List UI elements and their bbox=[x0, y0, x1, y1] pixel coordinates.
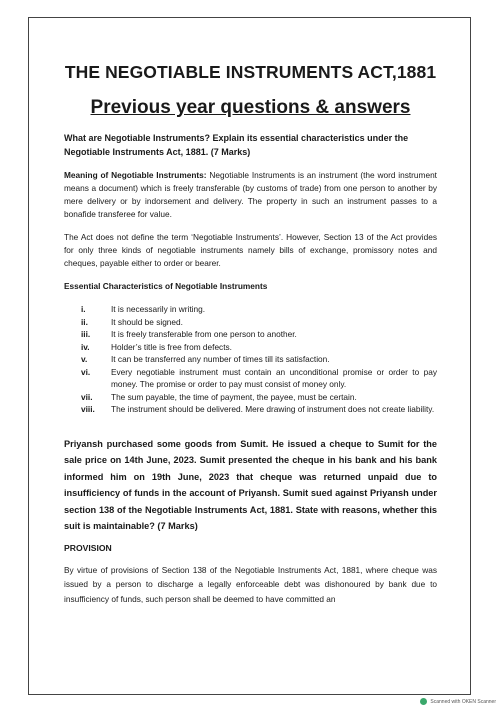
list-number: v. bbox=[81, 354, 88, 364]
document-title: THE NEGOTIABLE INSTRUMENTS ACT,1881 bbox=[64, 62, 437, 82]
list-item bbox=[64, 353, 437, 366]
scanner-watermark bbox=[420, 698, 496, 705]
list-item bbox=[64, 316, 437, 329]
meaning-label: Meaning of Negotiable Instruments: bbox=[64, 170, 207, 180]
list-number: vii. bbox=[81, 391, 93, 402]
list-text: It is necessarily in writing. bbox=[111, 304, 206, 314]
scanner-watermark-text: Scanned with OKEN Scanner bbox=[430, 698, 496, 705]
list-text: It is freely transferable from one person to another. bbox=[111, 329, 297, 339]
list-item bbox=[64, 366, 437, 391]
list-item bbox=[64, 303, 437, 316]
list-item bbox=[64, 328, 437, 341]
list-number: viii. bbox=[81, 404, 95, 414]
list-number: ii. bbox=[81, 316, 88, 327]
characteristics-list bbox=[64, 303, 437, 416]
list-text: The sum payable, the time of payment, the payee, must be certain. bbox=[111, 391, 357, 402]
list-number: i. bbox=[81, 304, 86, 314]
list-item bbox=[64, 403, 437, 416]
list-text: It should be signed. bbox=[111, 316, 183, 327]
document-subtitle: Previous year questions & answers bbox=[90, 97, 411, 118]
document-body bbox=[64, 62, 437, 606]
list-text: Every negotiable instrument must contain an unconditional promise or order to pay money. The promise or order to pay must consist of money only. bbox=[111, 366, 437, 389]
list-number: iii. bbox=[81, 329, 91, 339]
list-number: vi. bbox=[81, 366, 91, 377]
provision-paragraph: By virtue of provisions of Section 138 of the Negotiable Instruments Act, 1881, where cheque was issued by a person to discharge a legally enforceable debt was dishonoured by bank due to insufficiency of funds, such person shall be deemed to have committed an bbox=[64, 564, 437, 604]
list-item bbox=[64, 341, 437, 354]
definition-paragraph: The Act does not define the term ‘Negotiable Instruments’. However, Section 13 of the Act provides for only three kinds of negotiable instruments namely bills of exchange, promissory notes and cheques, payable either to order or bearer. bbox=[64, 232, 437, 268]
list-item bbox=[64, 391, 437, 404]
scanner-logo-icon bbox=[420, 698, 427, 705]
question-2: Priyansh purchased some goods from Sumit. He issued a cheque to Sumit for the sale price on 14th June, 2023. Sumit presented the cheque in his bank and his bank informed him on 19th June, 2023 that cheque was returned unpaid due to insufficiency of funds in the account of Priyansh. Sumit sued against Priyansh under section 138 of the Negotiable Instruments Act, 1881. State with reasons, whether this suit is maintainable? (7 Marks) bbox=[64, 438, 437, 531]
meaning-paragraph bbox=[64, 169, 437, 221]
list-text: It can be transferred any number of times till its satisfaction. bbox=[111, 354, 330, 364]
characteristics-heading: Essential Characteristics of Negotiable Instruments bbox=[64, 281, 268, 291]
question-1: What are Negotiable Instruments? Explain its essential characteristics under the Negotiable Instruments Act, 1881. (7 Marks) bbox=[64, 133, 409, 157]
list-text: The instrument should be delivered. Mere drawing of instrument does not create liability. bbox=[111, 404, 435, 414]
list-text: Holder’s title is free from defects. bbox=[111, 341, 232, 352]
provision-heading: PROVISION bbox=[64, 542, 112, 553]
meaning-text: Negotiable Instruments is an instrument (the word instrument means a document) which is freely transferable (by customs of trade) from one person to another by mere delivery or by indorsement and delivery. The property in such an instrument passes to a bonafide transferee for value. bbox=[64, 170, 437, 219]
list-number: iv. bbox=[81, 341, 90, 352]
